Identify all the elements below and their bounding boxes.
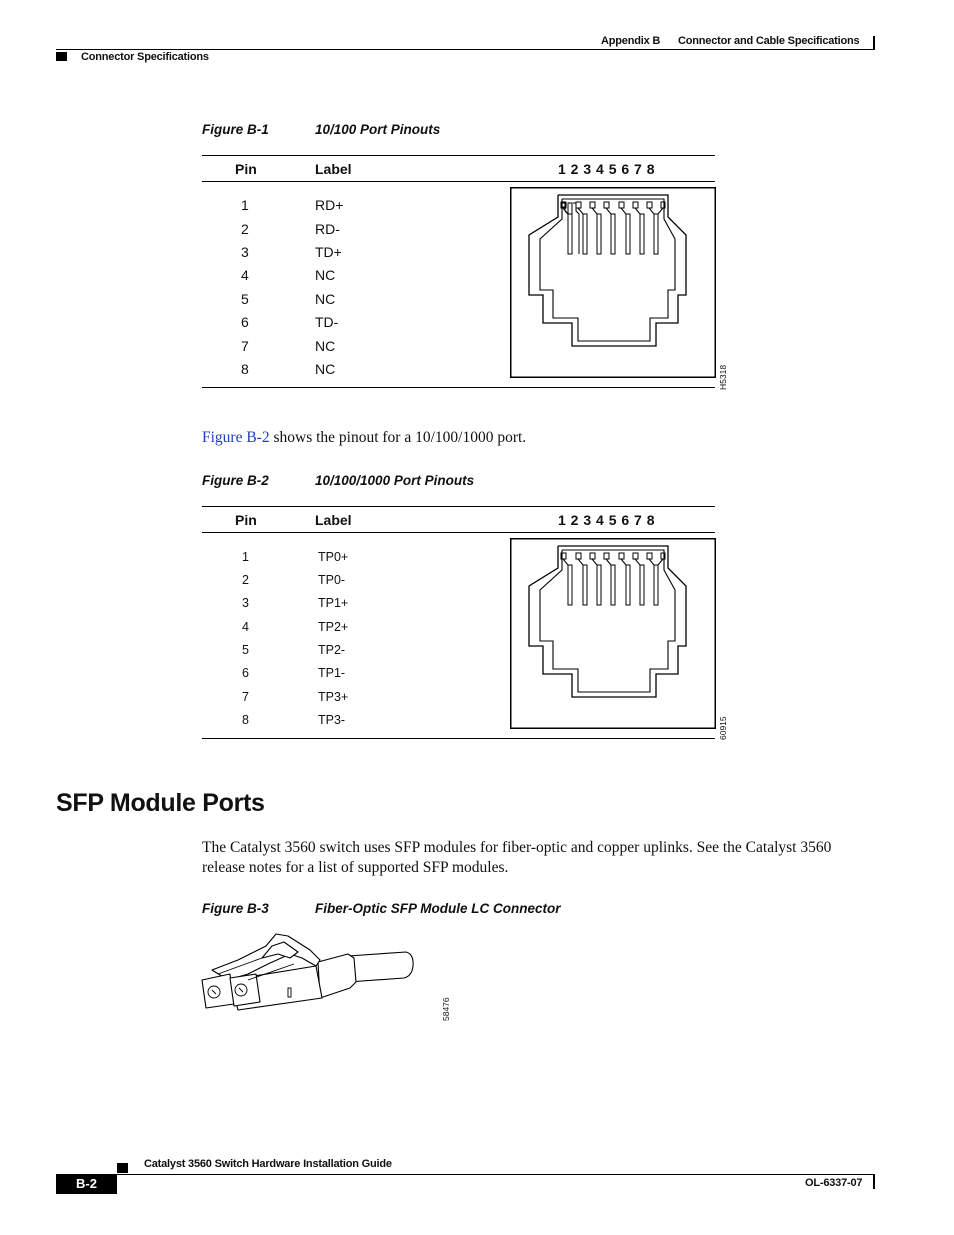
footer-doc-number: OL-6337-07 <box>805 1177 863 1189</box>
table-row-label: TP1+ <box>318 596 349 610</box>
figure1-col-pin-numbers: 1 2 3 4 5 6 7 8 <box>558 161 655 177</box>
figure1-art-id: H5318 <box>718 364 728 390</box>
rj45-jack-diagram <box>510 538 716 729</box>
footer-end-marker <box>873 1175 875 1189</box>
figure1-top-rule <box>202 155 715 156</box>
table-row-pin: 2 <box>242 573 249 587</box>
table-row-pin: 7 <box>242 690 249 704</box>
table-row-pin: 8 <box>242 713 249 727</box>
figure3-art-id: 58476 <box>441 997 451 1021</box>
figure1-bottom-rule <box>202 387 715 388</box>
header-rule <box>56 49 875 50</box>
sfp-body-paragraph: The Catalyst 3560 switch uses SFP modules for fiber-optic and copper uplinks. See the Catalyst 3560 release notes for a list of supported SFP modules. <box>202 839 832 876</box>
figure3-number: Figure B-3 <box>202 901 269 916</box>
table-row-pin: 6 <box>242 666 249 680</box>
table-row-pin: 7 <box>241 338 249 354</box>
footer-rule <box>56 1174 875 1175</box>
table-row-pin: 1 <box>241 197 249 213</box>
table-row-pin: 4 <box>242 620 249 634</box>
footer-guide-title: Catalyst 3560 Switch Hardware Installation Guide <box>144 1158 392 1170</box>
page-number-box <box>56 1174 117 1194</box>
section-heading-sfp: SFP Module Ports <box>56 789 265 817</box>
table-row-pin: 4 <box>241 267 249 283</box>
table-row-pin: 5 <box>241 291 249 307</box>
table-row-label: RD- <box>315 221 340 237</box>
table-row-label: TP1- <box>318 666 346 680</box>
table-row-pin: 3 <box>241 244 249 260</box>
header-appendix: Appendix B <box>601 35 661 47</box>
table-row-label: TD- <box>315 314 339 330</box>
figure1-number: Figure B-1 <box>202 122 269 137</box>
rj45-jack-diagram <box>510 187 716 378</box>
figure2-art-id: 60915 <box>718 716 728 740</box>
table-row-label: RD+ <box>315 197 344 213</box>
figure1-header-rule <box>202 181 715 182</box>
figure2-number: Figure B-2 <box>202 473 269 488</box>
table-row-label: TP0+ <box>318 550 349 564</box>
paragraph-text: shows the pinout for a 10/100/1000 port. <box>269 429 527 446</box>
figure3-title: Fiber-Optic SFP Module LC Connector <box>315 901 561 916</box>
figure2-title: 10/100/1000 Port Pinouts <box>315 473 475 488</box>
header-chapter-title: Connector and Cable Specifications <box>678 35 860 47</box>
table-row-label: TP3- <box>318 713 346 727</box>
table-row-label: TD+ <box>315 244 342 260</box>
table-row-pin: 3 <box>242 596 249 610</box>
figure2-header-rule <box>202 532 715 533</box>
figure2-col-pin-numbers: 1 2 3 4 5 6 7 8 <box>558 512 655 528</box>
table-row-label: TP2- <box>318 643 346 657</box>
lc-connector-illustration <box>198 928 420 1013</box>
table-row-label: NC <box>315 361 336 377</box>
table-row-label: TP3+ <box>318 690 349 704</box>
figure-b2-link[interactable]: Figure B-2 <box>202 429 270 446</box>
table-row-pin: 2 <box>241 221 249 237</box>
figure2-top-rule <box>202 506 715 507</box>
header-section: Connector Specifications <box>81 51 209 63</box>
header-marker <box>873 36 875 50</box>
footer-marker <box>117 1163 128 1173</box>
table-row-label: TP2+ <box>318 620 349 634</box>
table-row-pin: 5 <box>242 643 249 657</box>
figure2-bottom-rule <box>202 738 715 739</box>
table-row-pin: 6 <box>241 314 249 330</box>
table-row-label: NC <box>315 338 336 354</box>
paragraph-figure-b2-ref <box>202 429 526 447</box>
table-row-label: TP0- <box>318 573 346 587</box>
section-marker <box>56 52 67 61</box>
table-row-label: NC <box>315 291 336 307</box>
figure1-col-label: Label <box>315 161 352 177</box>
figure2-col-pin: Pin <box>235 512 257 528</box>
figure2-col-label: Label <box>315 512 352 528</box>
figure1-col-pin: Pin <box>235 161 257 177</box>
page-number: B-2 <box>76 1176 97 1191</box>
table-row-label: NC <box>315 267 336 283</box>
table-row-pin: 1 <box>242 550 249 564</box>
figure1-title: 10/100 Port Pinouts <box>315 122 441 137</box>
table-row-pin: 8 <box>241 361 249 377</box>
